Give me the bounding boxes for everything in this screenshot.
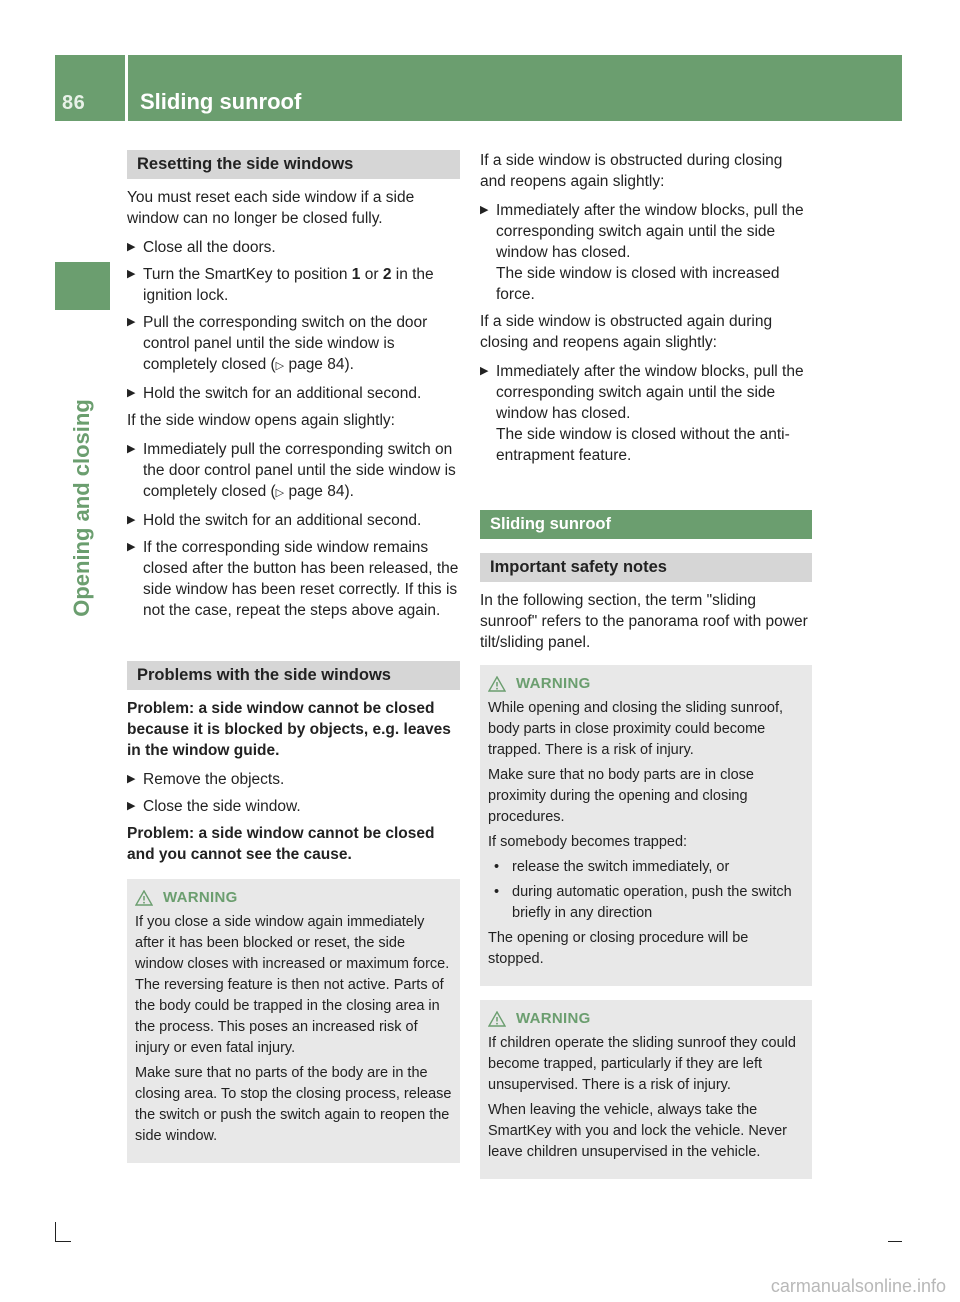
warning-text: If children operate the sliding sunroof they could become trapped, particularly if they are left unsupervised. There is a risk of injury.: [488, 1035, 796, 1093]
step: ▶ Hold the switch for an additional second.: [127, 385, 422, 402]
problem-heading: Problem: a side window cannot be closed because it is blocked by objects, e.g. leaves in the window guide.: [127, 700, 451, 759]
watermark: carmanualsonline.info: [770, 1276, 946, 1296]
paragraph: You must reset each side window if a side window can no longer be closed fully.: [127, 189, 415, 227]
warning-box: [480, 665, 812, 986]
paragraph: If a side window is obstructed during closing and reopens again slightly:: [480, 152, 783, 190]
step: ▶ Immediately after the window blocks, pull the corresponding switch again until the side window has closed. The side window is closed without the anti-entrapment feature.: [480, 363, 804, 464]
page-number: 86: [62, 92, 86, 114]
section-heading-sunroof: Sliding sunroof: [480, 510, 812, 539]
side-tab-marker: [55, 262, 110, 310]
step-arrow-icon: ▶: [127, 541, 136, 553]
header-divider: [125, 55, 128, 121]
warning-text: Make sure that no body parts are in close proximity during the opening and closing procedures.: [488, 767, 754, 825]
crop-mark: [888, 1241, 902, 1242]
warning-text: If you close a side window again immediately after it has been blocked or reset, the side window closes with increased or maximum force. The reversing feature is then not active. Parts of the body could be trapped in the closing area in the process. This poses an increased risk of injury or even fatal injury.: [135, 914, 450, 1056]
bullet-item: • during automatic operation, push the switch briefly in any direction: [488, 882, 804, 924]
step: ▶ Hold the switch for an additional second.: [127, 512, 422, 529]
warning-label: WARNING: [516, 675, 591, 692]
step-arrow-icon: ▶: [480, 365, 489, 377]
section-heading-problems: Problems with the side windows: [127, 661, 460, 690]
warning-label: WARNING: [516, 1010, 591, 1027]
step: ▶ Pull the corresponding switch on the door control panel until the side window is completely closed (▷ page 84).: [127, 312, 460, 377]
step-arrow-icon: ▶: [127, 443, 136, 455]
warning-text: While opening and closing the sliding sunroof, body parts in close proximity could become trapped. There is a risk of injury.: [488, 700, 784, 758]
step-arrow-icon: ▶: [127, 387, 136, 399]
step-arrow-icon: ▶: [127, 268, 136, 280]
warning-title: [488, 1010, 804, 1027]
step-arrow-icon: ▶: [127, 773, 136, 785]
step-arrow-icon: ▶: [127, 241, 136, 253]
warning-box: [480, 1000, 812, 1179]
step-arrow-icon: ▶: [480, 204, 489, 216]
problem-heading: Problem: a side window cannot be closed and you cannot see the cause.: [127, 825, 435, 863]
section-heading-safety: Important safety notes: [480, 553, 812, 582]
page-ref-link[interactable]: page 84).: [284, 483, 354, 500]
left-column: [127, 150, 460, 1171]
side-tab-label: Opening and closing: [69, 399, 94, 617]
section-heading-reset: Resetting the side windows: [127, 150, 460, 179]
bullet-icon: •: [494, 884, 500, 900]
paragraph: In the following section, the term "sliding sunroof" refers to the panorama roof with power tilt/sliding panel.: [480, 592, 808, 651]
step: ▶ Immediately after the window blocks, pull the corresponding switch again until the side window has closed. The side window is closed with increased force.: [480, 202, 804, 303]
bullet-icon: •: [494, 859, 500, 875]
page-ref-icon: ▷: [275, 487, 285, 499]
step-arrow-icon: ▶: [127, 316, 136, 328]
warning-title: [135, 889, 452, 906]
page-ref-link[interactable]: page 84).: [284, 356, 354, 373]
step: ▶ Close the side window.: [127, 798, 301, 815]
warning-triangle-icon: [135, 890, 153, 906]
page-title: Sliding sunroof: [140, 89, 302, 114]
warning-box: [127, 879, 460, 1163]
warning-text: If somebody becomes trapped:: [488, 834, 688, 850]
right-column: [480, 150, 812, 1187]
warning-text: Make sure that no parts of the body are in the closing area. To stop the closing process, release the switch or push the switch again to reopen the side window.: [135, 1065, 452, 1144]
step: ▶ Close all the doors.: [127, 239, 276, 256]
warning-title: [488, 675, 804, 692]
warning-triangle-icon: [488, 676, 506, 692]
step: ▶ Remove the objects.: [127, 771, 285, 788]
paragraph: If the side window opens again slightly:: [127, 412, 395, 429]
warning-text: When leaving the vehicle, always take the SmartKey with you and lock the vehicle. Never leave children unsupervised in the vehicle.: [488, 1102, 787, 1160]
warning-text: The opening or closing procedure will be stopped.: [488, 930, 749, 967]
step: ▶ Immediately pull the corresponding switch on the door control panel until the side window is completely closed (▷ page 84).: [127, 439, 460, 504]
step: ▶ If the corresponding side window remains closed after the button has been released, the side window has been reset correctly. If this is not the case, repeat the steps above again.: [127, 539, 459, 619]
bullet-item: • release the switch immediately, or: [488, 857, 804, 878]
step-arrow-icon: ▶: [127, 514, 136, 526]
warning-triangle-icon: [488, 1011, 506, 1027]
step: ▶ Turn the SmartKey to position 1 or 2 in the ignition lock.: [127, 266, 434, 304]
warning-label: WARNING: [163, 889, 238, 906]
crop-mark: [55, 1241, 71, 1242]
crop-mark: [55, 1222, 56, 1242]
page-ref-icon: ▷: [275, 360, 285, 372]
paragraph: If a side window is obstructed again during closing and reopens again slightly:: [480, 313, 773, 351]
step-arrow-icon: ▶: [127, 800, 136, 812]
